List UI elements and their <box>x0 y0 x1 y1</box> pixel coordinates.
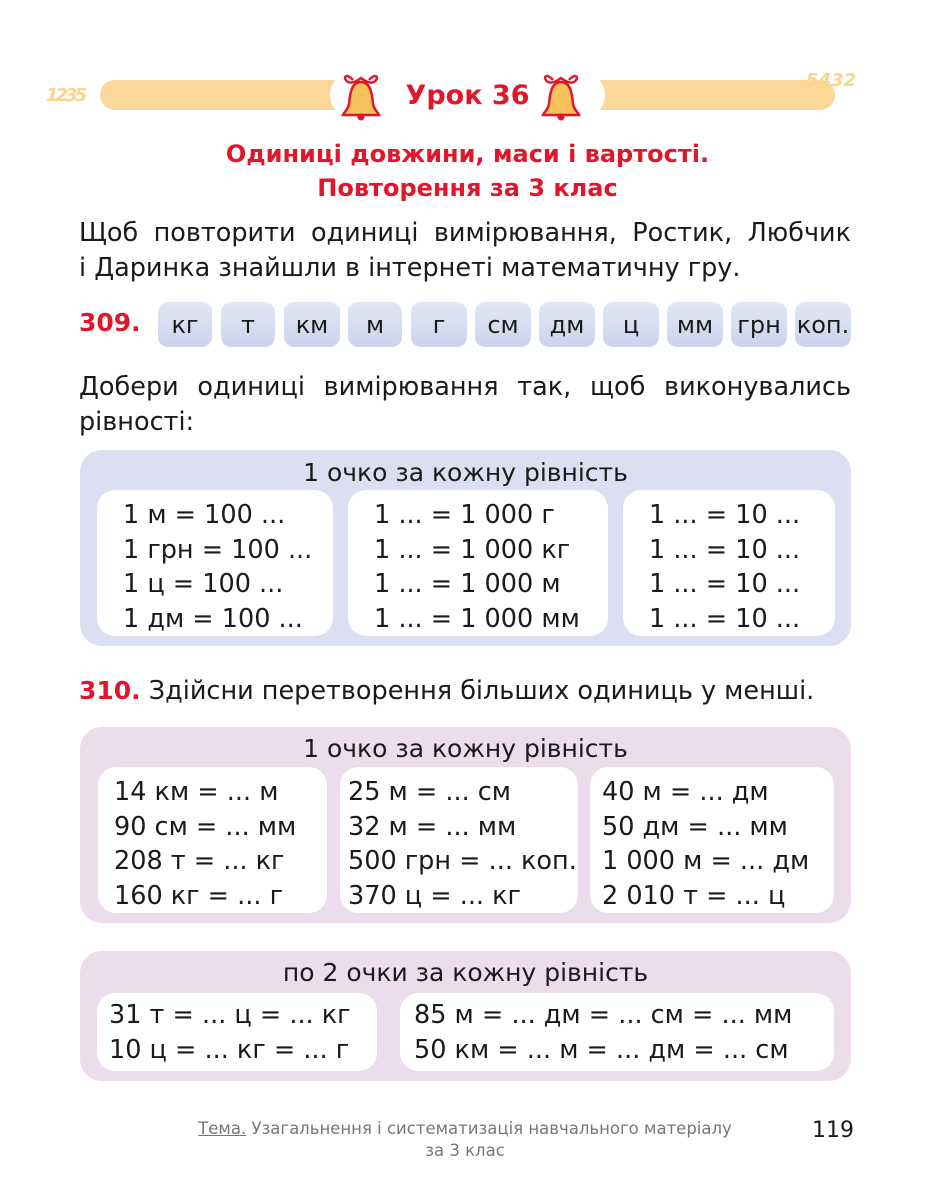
equation-box-3 <box>623 490 835 636</box>
equation-box-1 <box>97 490 333 636</box>
unit-chip: г <box>411 302 467 347</box>
equation: 10 ц = ... кг = ... г <box>109 1034 350 1065</box>
page-number: 119 <box>812 1118 854 1143</box>
equation: 32 м = ... мм <box>348 811 517 842</box>
equation-box-3 <box>590 767 834 913</box>
unit-chip: грн <box>731 302 787 347</box>
panel-title: по 2 очки за кожну рівність <box>282 958 649 987</box>
equation-box-1 <box>98 767 327 913</box>
equation: 1 ц = 100 ... <box>123 569 284 599</box>
equation: 370 ц = ... кг <box>348 880 521 911</box>
exercise-309-number: 309. <box>79 308 141 337</box>
intro-line2: і Даринка знайшли в інтернеті математичну гру. <box>79 253 741 283</box>
equation-box-5 <box>400 993 834 1071</box>
equation: 90 см = ... мм <box>114 811 297 842</box>
equation: 1 ... = 10 ... <box>649 534 801 565</box>
unit-chip: т <box>221 302 275 347</box>
topic-label: Тема. <box>198 1119 247 1138</box>
equation: 50 км = ... м = ... дм = ... см <box>414 1034 789 1065</box>
topic-text: Узагальнення і систематизація навчального матеріалу <box>246 1119 732 1138</box>
unit-chip: дм <box>539 302 595 347</box>
equation: 14 км = ... м <box>114 777 279 807</box>
lesson-title: Урок 36 <box>405 79 530 111</box>
panel-title: 1 очко за кожну рівність <box>303 734 628 763</box>
intro-line1: Щоб повторити одиниці вимірювання, Ростик, Любчик <box>79 218 851 248</box>
exercise-310-heading <box>79 676 814 706</box>
equation: 208 т = ... кг <box>114 846 285 876</box>
exercise-310-panel-2 <box>80 951 851 1081</box>
equation: 1 м = 100 ... <box>123 500 286 530</box>
equation: 1 ... = 10 ... <box>649 500 801 530</box>
equation-box-2 <box>348 490 608 636</box>
equation: 25 м = ... см <box>348 777 512 807</box>
unit-chip: ц <box>603 302 659 347</box>
equation: 1 ... = 10 ... <box>649 603 801 634</box>
unit-chip: км <box>284 302 340 347</box>
equation: 1 ... = 1 000 кг <box>374 534 571 565</box>
equation: 1 ... = 10 ... <box>649 569 801 599</box>
exercise-309-task-line1: Добери одиниці вимірювання так, щоб виконувались <box>79 372 851 402</box>
equation: 31 т = ... ц = ... кг <box>109 1000 351 1030</box>
bell-icon-left <box>338 70 384 122</box>
exercise-310-task: Здійсни перетворення більших одиниць у менші. <box>148 676 815 706</box>
exercise-310-number: 310. <box>79 676 141 705</box>
equation-box-4 <box>97 993 377 1071</box>
topic-text-line2: за 3 клас <box>425 1141 505 1160</box>
equation: 1 ... = 1 000 м <box>374 569 561 599</box>
lesson-heading-line2: Повторення за 3 клас <box>317 174 618 202</box>
bell-icon-right <box>538 70 584 122</box>
unit-chip: кг <box>158 302 212 347</box>
panel-title: 1 очко за кожну рівність <box>303 458 628 487</box>
equation: 85 м = ... дм = ... см = ... мм <box>414 1000 793 1030</box>
equation: 1 ... = 1 000 мм <box>374 603 580 634</box>
number-decoration-left: 1235 <box>46 85 85 106</box>
equation: 1 ... = 1 000 г <box>374 500 555 530</box>
unit-chip: коп. <box>795 302 851 347</box>
equation: 1 дм = 100 ... <box>123 603 303 634</box>
equation: 160 кг = ... г <box>114 880 283 911</box>
equation: 2 010 т = ... ц <box>602 880 786 911</box>
equation-box-2 <box>340 767 578 913</box>
exercise-310-panel-1 <box>80 727 851 923</box>
unit-chip: см <box>475 302 531 347</box>
equation: 500 грн = ... коп. <box>348 846 577 876</box>
number-decoration-right: 5432 <box>806 70 857 91</box>
equation: 1 000 м = ... дм <box>602 846 810 876</box>
unit-chip: мм <box>667 302 723 347</box>
equation: 1 грн = 100 ... <box>123 534 313 565</box>
unit-chip: м <box>348 302 402 347</box>
exercise-309-task-line2: рівності: <box>79 407 195 437</box>
exercise-309-panel <box>80 450 851 646</box>
lesson-heading-line1: Одиниці довжини, маси і вартості. <box>225 140 710 168</box>
equation: 40 м = ... дм <box>602 777 769 807</box>
equation: 50 дм = ... мм <box>602 811 788 842</box>
footer-topic <box>180 1118 750 1162</box>
